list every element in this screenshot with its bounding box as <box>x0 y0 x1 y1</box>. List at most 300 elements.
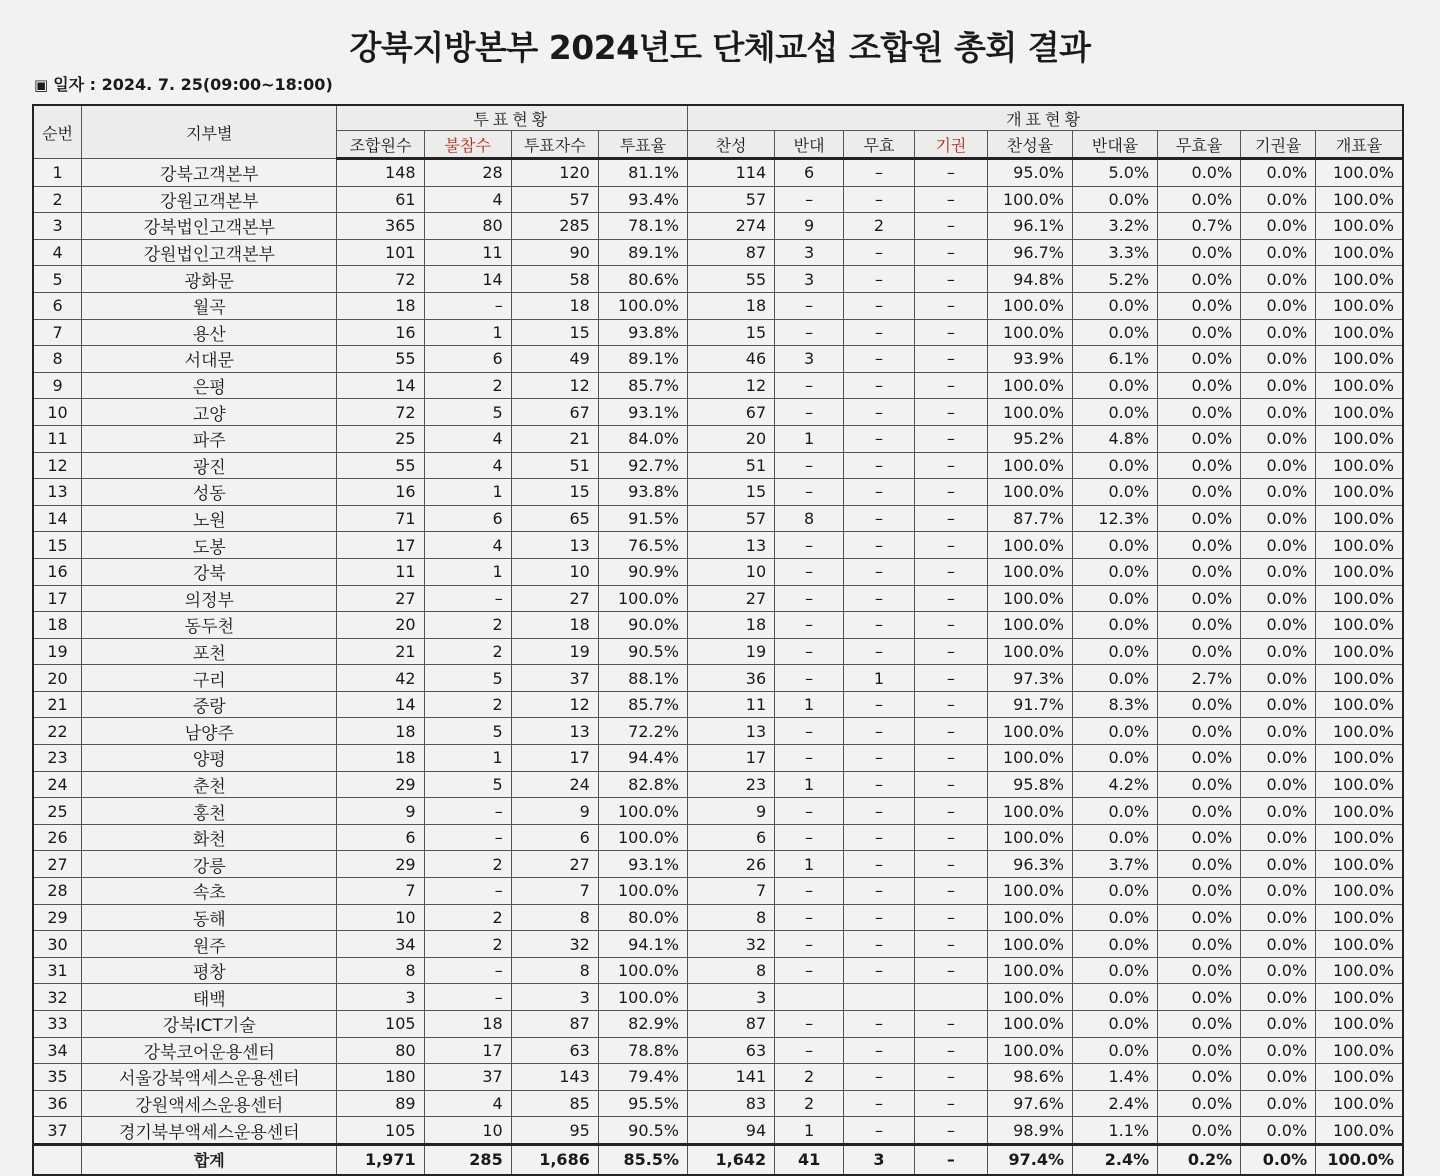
abstain-rate-cell: 0.0% <box>1241 292 1316 319</box>
absent-cell: 4 <box>424 452 511 479</box>
yes-cell: 20 <box>688 425 775 452</box>
count-rate-cell: 100.0% <box>1316 479 1403 506</box>
absent-cell: 14 <box>424 266 511 293</box>
header-yes: 찬성 <box>688 131 775 159</box>
branch-cell: 용산 <box>82 319 337 346</box>
turnout-cell: 78.1% <box>598 213 687 240</box>
invalid-rate-cell: 0.0% <box>1158 452 1241 479</box>
yes-rate-cell: 87.7% <box>987 505 1072 532</box>
no-cell: – <box>775 824 844 851</box>
table-row <box>33 691 1403 718</box>
no-cell: 8 <box>775 505 844 532</box>
abstain-cell: – <box>914 532 987 559</box>
seq-cell: 7 <box>33 319 82 346</box>
table-row <box>33 585 1403 612</box>
invalid-cell: – <box>844 346 915 373</box>
members-cell: 105 <box>337 1011 424 1038</box>
count-rate-cell: 100.0% <box>1316 1117 1403 1145</box>
table-row <box>33 266 1403 293</box>
abstain-cell: – <box>914 239 987 266</box>
yes-rate-cell: 98.6% <box>987 1064 1072 1091</box>
absent-cell: 80 <box>424 213 511 240</box>
abstain-rate-cell: 0.0% <box>1241 239 1316 266</box>
invalid-rate-cell: 0.0% <box>1158 319 1241 346</box>
table-row <box>33 851 1403 878</box>
count-rate-cell: 100.0% <box>1316 239 1403 266</box>
voters-cell: 67 <box>511 399 598 426</box>
voters-cell: 24 <box>511 771 598 798</box>
seq-cell: 19 <box>33 638 82 665</box>
absent-cell: 5 <box>424 718 511 745</box>
total-row <box>33 1144 1403 1175</box>
members-cell: 55 <box>337 452 424 479</box>
count-rate-cell: 100.0% <box>1316 1090 1403 1117</box>
table-row <box>33 479 1403 506</box>
no-cell: – <box>775 292 844 319</box>
count-rate-cell: 100.0% <box>1316 878 1403 905</box>
count-rate-cell: 100.0% <box>1316 266 1403 293</box>
no-rate-cell: 1.1% <box>1073 1117 1158 1145</box>
abstain-cell <box>914 984 987 1011</box>
yes-rate-cell: 100.0% <box>987 718 1072 745</box>
branch-cell: 춘천 <box>82 771 337 798</box>
no-cell: 3 <box>775 346 844 373</box>
abstain-cell: – <box>914 186 987 213</box>
count-rate-cell: 100.0% <box>1316 319 1403 346</box>
members-cell: 61 <box>337 186 424 213</box>
invalid-rate-cell: 0.0% <box>1158 186 1241 213</box>
yes-cell: 83 <box>688 1090 775 1117</box>
members-cell: 72 <box>337 266 424 293</box>
no-rate-cell: 2.4% <box>1073 1090 1158 1117</box>
no-rate-cell: 0.0% <box>1073 1037 1158 1064</box>
page-title: 강북지방본부 2024년도 단체교섭 조합원 총회 결과 <box>349 28 1091 67</box>
count-rate-cell: 100.0% <box>1316 1037 1403 1064</box>
no-rate-cell: 0.0% <box>1073 372 1158 399</box>
no-rate-cell: 0.0% <box>1073 319 1158 346</box>
abstain-cell: – <box>914 479 987 506</box>
yes-rate-cell: 100.0% <box>987 957 1072 984</box>
yes-cell: 13 <box>688 718 775 745</box>
voters-cell: 87 <box>511 1011 598 1038</box>
voters-cell: 3 <box>511 984 598 1011</box>
yes-cell: 18 <box>688 292 775 319</box>
invalid-cell: – <box>844 798 915 825</box>
yes-cell: 15 <box>688 479 775 506</box>
members-cell: 55 <box>337 346 424 373</box>
seq-cell: 33 <box>33 1011 82 1038</box>
table-row <box>33 292 1403 319</box>
turnout-cell: 81.1% <box>598 159 687 187</box>
yes-rate-cell: 100.0% <box>987 585 1072 612</box>
no-cell: 2 <box>775 1064 844 1091</box>
branch-cell: 태백 <box>82 984 337 1011</box>
no-cell: – <box>775 665 844 692</box>
branch-cell: 중랑 <box>82 691 337 718</box>
no-cell: 3 <box>775 239 844 266</box>
header-abstain-rate: 기권율 <box>1241 131 1316 159</box>
abstain-rate-cell: 0.0% <box>1241 718 1316 745</box>
invalid-rate-cell: 2.7% <box>1158 665 1241 692</box>
table-row <box>33 638 1403 665</box>
invalid-cell: – <box>844 718 915 745</box>
no-cell <box>775 984 844 1011</box>
members-cell: 20 <box>337 612 424 639</box>
invalid-cell: – <box>844 771 915 798</box>
seq-cell: 2 <box>33 186 82 213</box>
absent-cell: 2 <box>424 904 511 931</box>
date-label: 일자 : 2024. 7. 25(09:00~18:00) <box>53 75 333 94</box>
abstain-cell: – <box>914 824 987 851</box>
members-cell: 16 <box>337 319 424 346</box>
invalid-rate-cell: 0.0% <box>1158 824 1241 851</box>
branch-cell: 강원액세스운용센터 <box>82 1090 337 1117</box>
abstain-cell: – <box>914 665 987 692</box>
count-rate-cell: 100.0% <box>1316 1011 1403 1038</box>
absent-cell: 2 <box>424 638 511 665</box>
branch-cell: 월곡 <box>82 292 337 319</box>
abstain-rate-cell: 0.0% <box>1241 266 1316 293</box>
members-cell: 9 <box>337 798 424 825</box>
voters-cell: 143 <box>511 1064 598 1091</box>
absent-cell: 1 <box>424 479 511 506</box>
invalid-rate-cell: 0.0% <box>1158 638 1241 665</box>
branch-cell: 홍천 <box>82 798 337 825</box>
no-rate-cell: 0.0% <box>1073 745 1158 772</box>
yes-cell: 94 <box>688 1117 775 1145</box>
turnout-cell: 76.5% <box>598 532 687 559</box>
yes-cell: 10 <box>688 558 775 585</box>
yes-rate-cell: 96.1% <box>987 213 1072 240</box>
absent-cell: 10 <box>424 1117 511 1145</box>
turnout-cell: 100.0% <box>598 585 687 612</box>
invalid-rate-cell: 0.0% <box>1158 479 1241 506</box>
yes-rate-cell: 100.0% <box>987 612 1072 639</box>
total-abstain-rate-cell: 0.0% <box>1241 1144 1316 1175</box>
count-rate-cell: 100.0% <box>1316 771 1403 798</box>
members-cell: 11 <box>337 558 424 585</box>
invalid-rate-cell: 0.0% <box>1158 532 1241 559</box>
seq-cell: 17 <box>33 585 82 612</box>
yes-rate-cell: 100.0% <box>987 479 1072 506</box>
count-rate-cell: 100.0% <box>1316 984 1403 1011</box>
abstain-cell: – <box>914 931 987 958</box>
turnout-cell: 94.4% <box>598 745 687 772</box>
invalid-rate-cell: 0.0% <box>1158 1011 1241 1038</box>
table-row <box>33 532 1403 559</box>
count-rate-cell: 100.0% <box>1316 159 1403 187</box>
seq-cell: 28 <box>33 878 82 905</box>
voters-cell: 19 <box>511 638 598 665</box>
count-rate-cell: 100.0% <box>1316 1064 1403 1091</box>
yes-cell: 8 <box>688 957 775 984</box>
no-rate-cell: 0.0% <box>1073 931 1158 958</box>
no-cell: 9 <box>775 213 844 240</box>
turnout-cell: 84.0% <box>598 425 687 452</box>
header-turnout: 투표율 <box>598 131 687 159</box>
abstain-cell: – <box>914 1117 987 1145</box>
abstain-cell: – <box>914 851 987 878</box>
branch-cell: 구리 <box>82 665 337 692</box>
absent-cell: – <box>424 798 511 825</box>
count-rate-cell: 100.0% <box>1316 505 1403 532</box>
members-cell: 72 <box>337 399 424 426</box>
table-row <box>33 957 1403 984</box>
turnout-cell: 100.0% <box>598 878 687 905</box>
voters-cell: 27 <box>511 851 598 878</box>
voters-cell: 6 <box>511 824 598 851</box>
total-branch-cell: 합계 <box>82 1144 337 1175</box>
absent-cell: 6 <box>424 505 511 532</box>
abstain-cell: – <box>914 904 987 931</box>
voters-cell: 8 <box>511 957 598 984</box>
invalid-cell: – <box>844 159 915 187</box>
header-vote-group: 투표현황 <box>337 105 688 131</box>
count-rate-cell: 100.0% <box>1316 612 1403 639</box>
turnout-cell: 90.5% <box>598 638 687 665</box>
abstain-rate-cell: 0.0% <box>1241 399 1316 426</box>
invalid-rate-cell: 0.0% <box>1158 346 1241 373</box>
abstain-cell: – <box>914 585 987 612</box>
yes-rate-cell: 97.6% <box>987 1090 1072 1117</box>
no-rate-cell: 6.1% <box>1073 346 1158 373</box>
abstain-rate-cell: 0.0% <box>1241 745 1316 772</box>
seq-cell: 37 <box>33 1117 82 1145</box>
invalid-rate-cell: 0.0% <box>1158 159 1241 187</box>
abstain-rate-cell: 0.0% <box>1241 372 1316 399</box>
branch-cell: 양평 <box>82 745 337 772</box>
yes-rate-cell: 100.0% <box>987 824 1072 851</box>
abstain-cell: – <box>914 372 987 399</box>
abstain-rate-cell: 0.0% <box>1241 984 1316 1011</box>
turnout-cell: 78.8% <box>598 1037 687 1064</box>
invalid-cell: – <box>844 638 915 665</box>
absent-cell: 11 <box>424 239 511 266</box>
turnout-cell: 100.0% <box>598 798 687 825</box>
abstain-rate-cell: 0.0% <box>1241 878 1316 905</box>
members-cell: 18 <box>337 292 424 319</box>
voters-cell: 57 <box>511 186 598 213</box>
abstain-cell: – <box>914 452 987 479</box>
header-no-rate: 반대율 <box>1073 131 1158 159</box>
invalid-cell: – <box>844 266 915 293</box>
table-row <box>33 1117 1403 1145</box>
yes-rate-cell: 100.0% <box>987 452 1072 479</box>
seq-cell: 12 <box>33 452 82 479</box>
turnout-cell: 93.8% <box>598 479 687 506</box>
seq-cell: 26 <box>33 824 82 851</box>
seq-cell: 14 <box>33 505 82 532</box>
header-row-groups <box>33 105 1403 131</box>
turnout-cell: 85.7% <box>598 691 687 718</box>
yes-cell: 7 <box>688 878 775 905</box>
table-row <box>33 372 1403 399</box>
members-cell: 14 <box>337 691 424 718</box>
absent-cell: 17 <box>424 1037 511 1064</box>
header-voters: 투표자수 <box>511 131 598 159</box>
voters-cell: 18 <box>511 292 598 319</box>
seq-cell: 8 <box>33 346 82 373</box>
branch-cell: 파주 <box>82 425 337 452</box>
absent-cell: 4 <box>424 1090 511 1117</box>
results-table <box>32 104 1404 1176</box>
no-rate-cell: 0.0% <box>1073 399 1158 426</box>
voters-cell: 27 <box>511 585 598 612</box>
absent-cell: 37 <box>424 1064 511 1091</box>
yes-rate-cell: 100.0% <box>987 532 1072 559</box>
turnout-cell: 100.0% <box>598 984 687 1011</box>
turnout-cell: 94.1% <box>598 931 687 958</box>
table-row <box>33 1037 1403 1064</box>
invalid-cell <box>844 984 915 1011</box>
members-cell: 42 <box>337 665 424 692</box>
abstain-rate-cell: 0.0% <box>1241 186 1316 213</box>
absent-cell: 2 <box>424 372 511 399</box>
yes-cell: 23 <box>688 771 775 798</box>
abstain-cell: – <box>914 266 987 293</box>
branch-cell: 노원 <box>82 505 337 532</box>
members-cell: 148 <box>337 159 424 187</box>
members-cell: 3 <box>337 984 424 1011</box>
count-rate-cell: 100.0% <box>1316 399 1403 426</box>
table-row <box>33 159 1403 187</box>
no-rate-cell: 3.3% <box>1073 239 1158 266</box>
branch-cell: 의정부 <box>82 585 337 612</box>
no-cell: – <box>775 718 844 745</box>
turnout-cell: 89.1% <box>598 239 687 266</box>
count-rate-cell: 100.0% <box>1316 798 1403 825</box>
abstain-rate-cell: 0.0% <box>1241 213 1316 240</box>
voters-cell: 18 <box>511 612 598 639</box>
abstain-cell: – <box>914 745 987 772</box>
table-row <box>33 904 1403 931</box>
yes-cell: 57 <box>688 186 775 213</box>
total-count-rate-cell: 100.0% <box>1316 1144 1403 1175</box>
invalid-cell: – <box>844 425 915 452</box>
turnout-cell: 93.4% <box>598 186 687 213</box>
yes-cell: 12 <box>688 372 775 399</box>
count-rate-cell: 100.0% <box>1316 372 1403 399</box>
invalid-rate-cell: 0.0% <box>1158 239 1241 266</box>
no-rate-cell: 5.2% <box>1073 266 1158 293</box>
invalid-cell: – <box>844 319 915 346</box>
seq-cell: 23 <box>33 745 82 772</box>
turnout-cell: 72.2% <box>598 718 687 745</box>
seq-cell: 1 <box>33 159 82 187</box>
abstain-cell: – <box>914 399 987 426</box>
no-rate-cell: 0.0% <box>1073 612 1158 639</box>
turnout-cell: 82.8% <box>598 771 687 798</box>
absent-cell: 4 <box>424 532 511 559</box>
seq-cell: 24 <box>33 771 82 798</box>
invalid-cell: – <box>844 372 915 399</box>
branch-cell: 강북코어운용센터 <box>82 1037 337 1064</box>
abstain-rate-cell: 0.0% <box>1241 532 1316 559</box>
table-row <box>33 558 1403 585</box>
count-rate-cell: 100.0% <box>1316 186 1403 213</box>
voters-cell: 58 <box>511 266 598 293</box>
table-row <box>33 771 1403 798</box>
branch-cell: 강북고객본부 <box>82 159 337 187</box>
table-row <box>33 399 1403 426</box>
absent-cell: 2 <box>424 931 511 958</box>
invalid-rate-cell: 0.0% <box>1158 931 1241 958</box>
invalid-cell: – <box>844 957 915 984</box>
yes-rate-cell: 100.0% <box>987 638 1072 665</box>
count-rate-cell: 100.0% <box>1316 851 1403 878</box>
total-turnout-cell: 85.5% <box>598 1144 687 1175</box>
members-cell: 29 <box>337 851 424 878</box>
yes-cell: 67 <box>688 399 775 426</box>
abstain-cell: – <box>914 319 987 346</box>
seq-cell: 5 <box>33 266 82 293</box>
yes-rate-cell: 100.0% <box>987 372 1072 399</box>
no-cell: 2 <box>775 1090 844 1117</box>
total-seq-cell <box>33 1144 82 1175</box>
table-row <box>33 425 1403 452</box>
branch-cell: 도봉 <box>82 532 337 559</box>
no-rate-cell: 0.0% <box>1073 665 1158 692</box>
turnout-cell: 80.6% <box>598 266 687 293</box>
table-row <box>33 452 1403 479</box>
abstain-rate-cell: 0.0% <box>1241 319 1316 346</box>
absent-cell: 18 <box>424 1011 511 1038</box>
abstain-rate-cell: 0.0% <box>1241 1090 1316 1117</box>
voters-cell: 85 <box>511 1090 598 1117</box>
yes-rate-cell: 100.0% <box>987 904 1072 931</box>
invalid-rate-cell: 0.0% <box>1158 851 1241 878</box>
no-cell: – <box>775 585 844 612</box>
yes-rate-cell: 100.0% <box>987 319 1072 346</box>
no-cell: – <box>775 319 844 346</box>
no-cell: – <box>775 532 844 559</box>
absent-cell: 1 <box>424 745 511 772</box>
no-cell: – <box>775 372 844 399</box>
yes-rate-cell: 94.8% <box>987 266 1072 293</box>
seq-cell: 36 <box>33 1090 82 1117</box>
turnout-cell: 89.1% <box>598 346 687 373</box>
members-cell: 180 <box>337 1064 424 1091</box>
turnout-cell: 93.1% <box>598 851 687 878</box>
absent-cell: – <box>424 957 511 984</box>
invalid-cell: – <box>844 691 915 718</box>
yes-cell: 141 <box>688 1064 775 1091</box>
no-cell: – <box>775 558 844 585</box>
invalid-rate-cell: 0.0% <box>1158 1117 1241 1145</box>
branch-cell: 강원법인고객본부 <box>82 239 337 266</box>
absent-cell: – <box>424 878 511 905</box>
seq-cell: 30 <box>33 931 82 958</box>
total-voters-cell: 1,686 <box>511 1144 598 1175</box>
members-cell: 8 <box>337 957 424 984</box>
header-abstain: 기권 <box>914 131 987 159</box>
no-cell: – <box>775 399 844 426</box>
invalid-rate-cell: 0.0% <box>1158 425 1241 452</box>
branch-cell: 속초 <box>82 878 337 905</box>
abstain-rate-cell: 0.0% <box>1241 1011 1316 1038</box>
count-rate-cell: 100.0% <box>1316 904 1403 931</box>
invalid-rate-cell: 0.0% <box>1158 612 1241 639</box>
abstain-rate-cell: 0.0% <box>1241 612 1316 639</box>
header-count-group: 개표현황 <box>688 105 1404 131</box>
turnout-cell: 79.4% <box>598 1064 687 1091</box>
invalid-cell: – <box>844 558 915 585</box>
count-rate-cell: 100.0% <box>1316 425 1403 452</box>
branch-cell: 평창 <box>82 957 337 984</box>
branch-cell: 강원고객본부 <box>82 186 337 213</box>
seq-cell: 6 <box>33 292 82 319</box>
branch-cell: 화천 <box>82 824 337 851</box>
